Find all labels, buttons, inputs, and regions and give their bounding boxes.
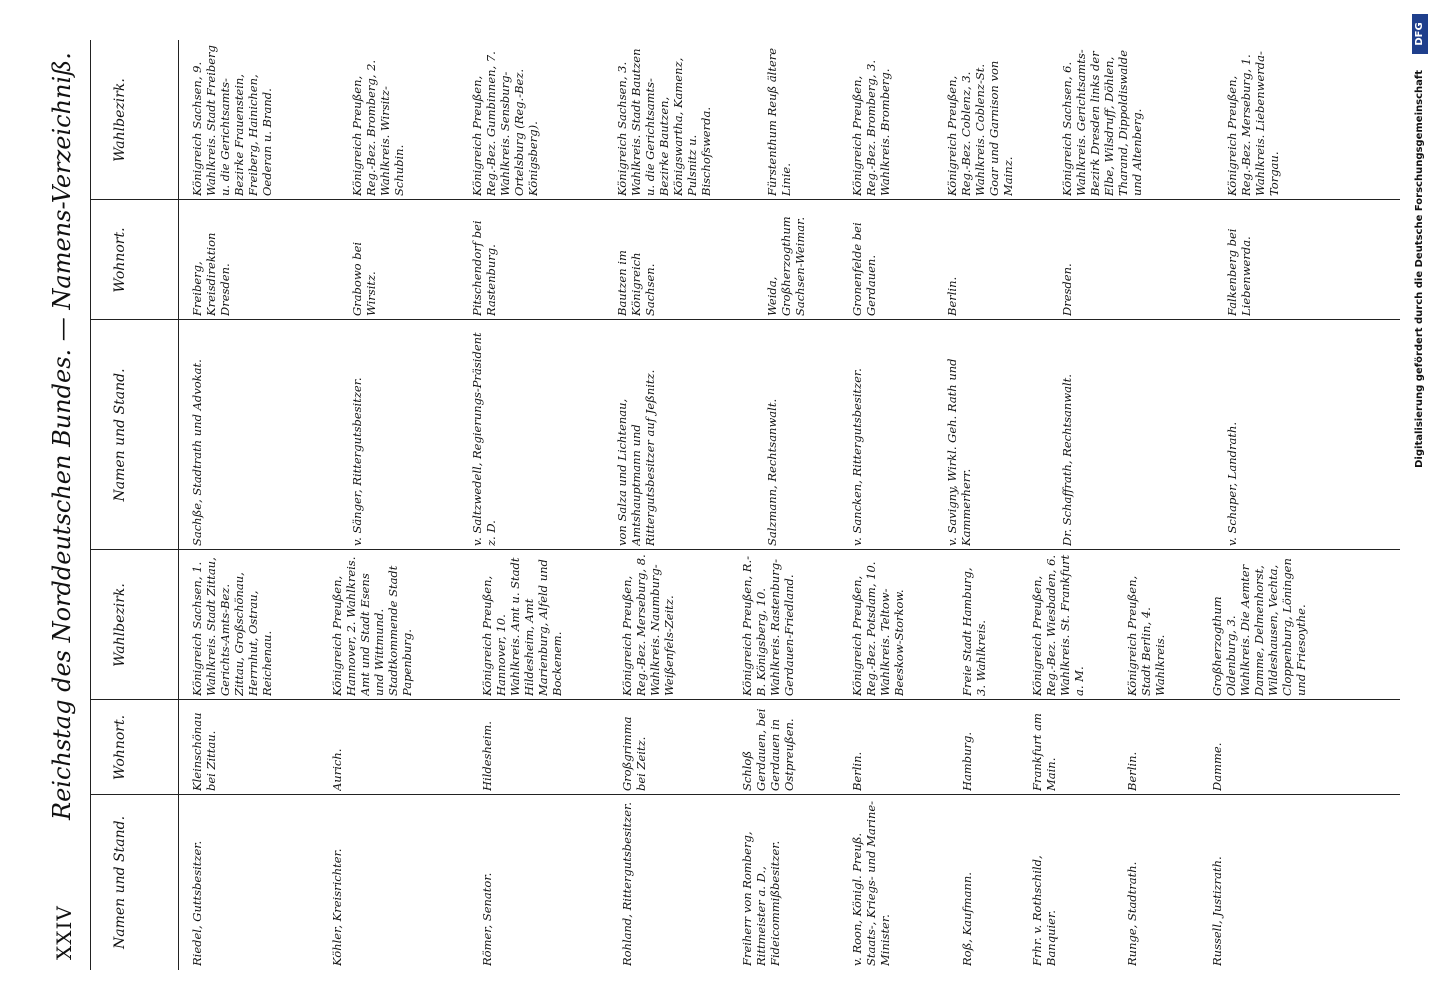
row-district: Königreich Preußen, Reg.-Bez. Merseburg, 8. Wahlkreis. Naumburg-Weißenfels-Zeitz. xyxy=(620,554,677,696)
right-header-rule xyxy=(178,40,179,550)
row-district: Königreich Preußen, Reg.-Bez. Coblenz, 3. Wahlkreis. Coblenz-St. Goar und Garnison von Mainz. xyxy=(945,60,1016,196)
left-col-residence-head: Wohnort. xyxy=(112,714,128,781)
digitization-watermark xyxy=(1408,0,1432,1000)
row-district: Königreich Preußen, Reg.-Bez. Gumbinnen, 7. Wahlkreis. Sensburg-Ortelsburg (Reg.-Bez. Königsberg). xyxy=(470,51,541,196)
row-district: Königreich Preußen, Hannover, 2. Wahlkreis. Amt und Stadt Esens und Wittmund. Stadtkommende Stadt Papenburg. xyxy=(330,556,415,696)
row-residence: Aurich. xyxy=(330,748,344,791)
row-district: Königreich Sachsen, 6. Wahlkreis. Gerichtsamts-Bezirk Dresden links der Elbe, Wilsdruff, Döhlen, Tharand, Dippoldiswalde und Altenberg. xyxy=(1060,49,1145,196)
row-residence: Hamburg. xyxy=(960,731,974,791)
row-name: Russell, Justizrath. xyxy=(1210,856,1224,966)
row-district: Königreich Preußen, Reg.-Bez. Bromberg, 2. Wahlkreis. Wirsitz-Schubin. xyxy=(350,59,407,196)
left-header-rule xyxy=(178,550,179,970)
watermark-text: Digitalisierung gefördert durch die Deutsche Forschungsgemeinschaft xyxy=(1414,70,1425,468)
row-residence: Gronenfelde bei Gerdauen. xyxy=(850,222,879,316)
row-district: Fürstenthum Reuß ältere Linie. xyxy=(765,47,794,196)
row-name: Römer, Senator. xyxy=(480,872,494,966)
row-residence: Berlin. xyxy=(850,751,864,791)
row-name: Freiherr von Romberg, Rittmeister a. D., Fideicommißbesitzer. xyxy=(740,831,783,966)
right-col-divider-1 xyxy=(90,319,1400,320)
row-name: von Salza und Lichtenau, Amtshauptmann und Rittergutsbesitzer auf Jeßnitz. xyxy=(615,369,658,546)
row-name: Roß, Kaufmann. xyxy=(960,872,974,966)
right-col-name-head: Namen und Stand. xyxy=(112,368,128,502)
row-residence: Grabowo bei Wirsitz. xyxy=(350,241,379,316)
row-district: Königreich Sachsen, 1. Wahlkreis. Stadt Zittau, Gerichts-Amts-Bez. Zittau, Großschönau, Herrnhut, Ostrau, Reichenau. xyxy=(190,557,275,696)
row-name: Sachße, Stadtrath und Advokat. xyxy=(190,359,204,546)
left-col-divider-1 xyxy=(90,794,1400,795)
row-district: Königreich Sachsen, 9. Wahlkreis. Stadt Freiberg u. die Gerichtsamts-Bezirke Frauenstein, Freiberg, Hainichen, Oederan u. Brand. xyxy=(190,45,275,196)
row-district: Königreich Preußen, Hannover, 10. Wahlkreis. Amt u. Stadt Hildesheim, Amt Marienburg, Alfeld und Bockenem. xyxy=(480,557,565,696)
row-residence: Bautzen im Königreich Sachsen. xyxy=(615,250,658,316)
row-district: Königreich Preußen, Reg.-Bez. Potsdam, 10. Wahlkreis. Teltow-Beeskow-Storkow. xyxy=(850,561,907,696)
dfg-logo: DFG xyxy=(1412,14,1428,54)
left-col-district-head: Wahlbezirk. xyxy=(112,583,128,667)
row-name: v. Sancken, Rittergutsbesitzer. xyxy=(850,368,864,546)
row-name: Runge, Stadtrath. xyxy=(1125,861,1139,966)
row-residence: Berlin. xyxy=(1125,751,1139,791)
left-col-name-head: Namen und Stand. xyxy=(112,815,128,950)
row-name: Köhler, Kreisrichter. xyxy=(330,848,344,966)
row-name: v. Saltzwedell, Regierungs-Präsident z. D. xyxy=(470,332,499,546)
row-name: v. Savigny, Wirkl. Geh. Rath und Kammerherr. xyxy=(945,358,974,546)
left-col-divider-2 xyxy=(90,699,1400,700)
row-district: Freie Stadt Hamburg, 3. Wahlkreis. xyxy=(960,567,989,696)
row-district: Großherzogthum Oldenburg, 3. Wahlkreis. Die Aemter Damme, Delmenhorst, Wildeshausen, Vechta, Cloppenburg, Löningen und Friesoythe. xyxy=(1210,558,1309,696)
row-name: v. Schaper, Landrath. xyxy=(1225,421,1239,546)
header-top-rule xyxy=(90,40,91,970)
row-residence: Freiberg, Kreisdirektion Dresden. xyxy=(190,232,233,316)
row-name: Frhr. v. Rothschild, Banquier. xyxy=(1030,855,1059,966)
row-name: Salzmann, Rechtsanwalt. xyxy=(765,398,779,546)
center-divider xyxy=(90,549,1400,550)
row-name: Rohland, Rittergutsbesitzer. xyxy=(620,802,634,966)
right-col-district-head: Wahlbezirk. xyxy=(112,78,128,162)
row-name: v. Sänger, Rittergutsbesitzer. xyxy=(350,377,364,546)
row-residence: Damme. xyxy=(1210,742,1224,791)
row-residence: Großgrimma bei Zeitz. xyxy=(620,716,649,791)
row-residence: Berlin. xyxy=(945,276,959,316)
row-district: Königreich Preußen, R.-B. Königsberg, 10. Wahlkreis. Rastenburg-Gerdauen-Friedland. xyxy=(740,556,797,696)
row-residence: Pitschendorf bei Rastenburg. xyxy=(470,220,499,316)
row-district: Königreich Preußen, Reg.-Bez. Bromberg, 3. Wahlkreis. Bromberg. xyxy=(850,59,893,196)
right-col-residence-head: Wohnort. xyxy=(112,227,128,293)
row-name: v. Roon, Königl. Preuß. Staats-, Kriegs- und Marine-Minister. xyxy=(850,800,893,966)
page-title: Reichstag des Norddeutschen Bundes. — Namens-Verzeichniß. xyxy=(48,52,76,820)
row-district: Königreich Preußen, Reg.-Bez. Wiesbaden, 6. Wahlkreis. St. Frankfurt a. M. xyxy=(1030,554,1087,696)
row-residence: Dresden. xyxy=(1060,263,1074,316)
row-residence: Hildesheim. xyxy=(480,721,494,791)
row-residence: Weida, Großherzogthum Sachsen-Weimar. xyxy=(765,216,808,316)
row-district: Königreich Preußen, Reg.-Bez. Merseburg, 1. Wahlkreis. Liebenwerda-Torgau. xyxy=(1225,51,1282,196)
row-residence: Kleinschönau bei Zittau. xyxy=(190,712,219,791)
right-col-divider-2 xyxy=(90,199,1400,200)
row-name: Riedel, Guttsbesitzer. xyxy=(190,840,204,966)
row-district: Königreich Preußen, Stadt Berlin, 4. Wahlkreis. xyxy=(1125,575,1168,696)
row-district: Königreich Sachsen, 3. Wahlkreis. Stadt Bautzen u. die Gerichtsamts-Bezirke Bautzen, Königswartha, Kamenz, Pulsnitz u. Bischofswerda. xyxy=(615,48,714,196)
page-number: XXIV xyxy=(52,905,76,960)
row-residence: Frankfurt am Main. xyxy=(1030,713,1059,791)
row-residence: Falkenberg bei Liebenwerda. xyxy=(1225,228,1254,316)
row-residence: Schloß Gerdauen, bei Gerdauen in Ostpreußen. xyxy=(740,708,797,791)
row-name: Dr. Schaffrath, Rechtsanwalt. xyxy=(1060,374,1074,546)
